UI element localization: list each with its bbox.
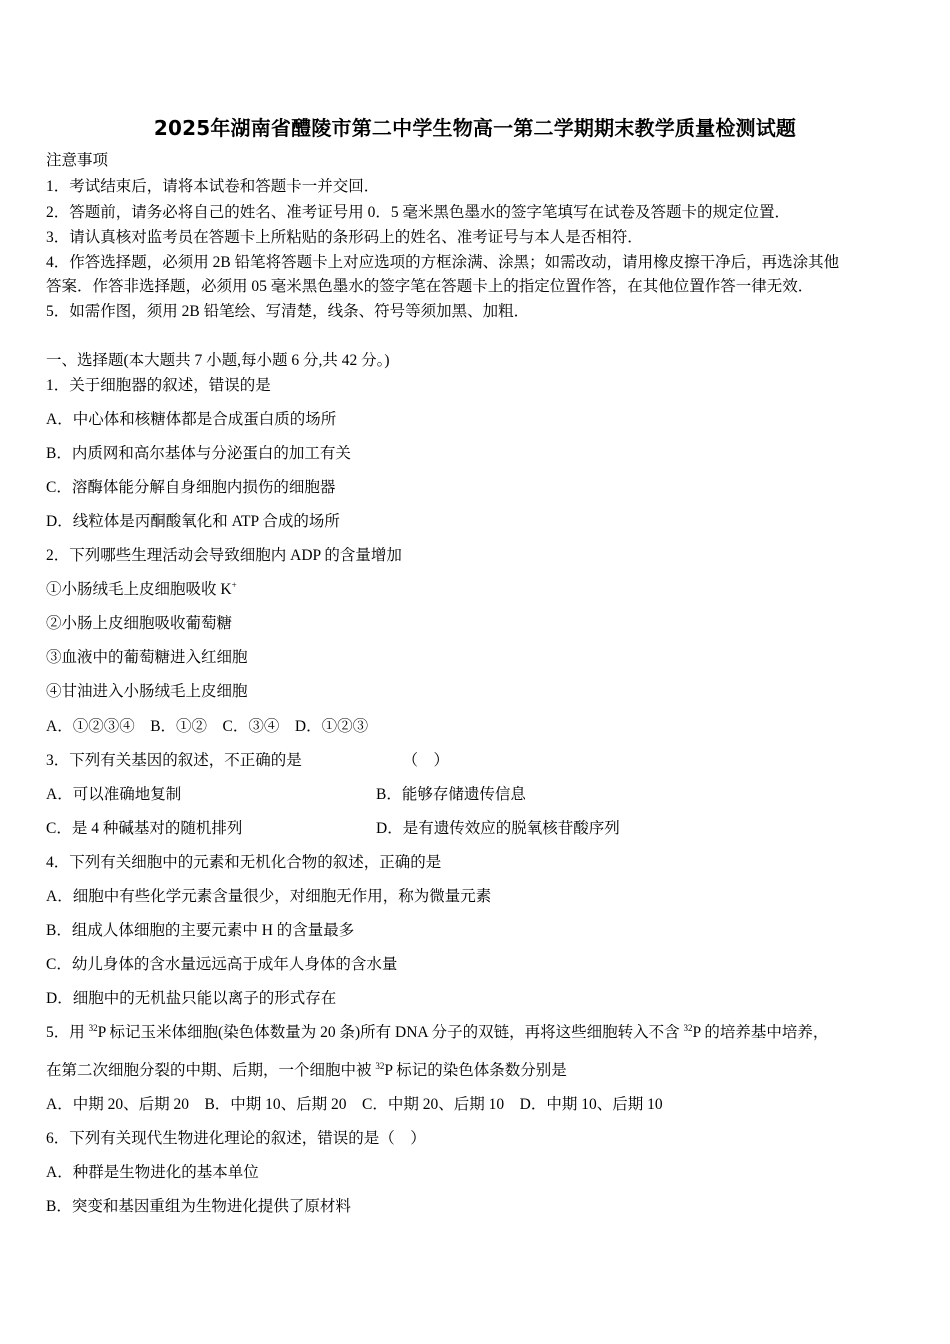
section-heading: 一、选择题(本大题共 7 小题,每小题 6 分,共 42 分。)	[46, 352, 390, 369]
question-4-option-b: B．组成人体细胞的主要元素中 H 的含量最多	[46, 922, 355, 939]
notice-item: 5．如需作图，须用 2B 铅笔绘、写清楚，线条、符号等须加黑、加粗．	[46, 303, 530, 320]
question-3-options-row-1	[46, 785, 906, 805]
question-1-option-c: C．溶酶体能分解自身细胞内损伤的细胞器	[46, 479, 336, 496]
question-1-option-d: D．线粒体是丙酮酸氧化和 ATP 合成的场所	[46, 513, 340, 530]
notice-item: 3．请认真核对监考员在答题卡上所粘贴的条形码上的姓名、准考证号与本人是否相符．	[46, 229, 643, 246]
question-2-stem: 2．下列哪些生理活动会导致细胞内 ADP 的含量增加	[46, 547, 402, 564]
question-1-option-a: A．中心体和核糖体都是合成蛋白质的场所	[46, 411, 337, 428]
question-3-option-d: D．是有遗传效应的脱氧核苷酸序列	[376, 820, 620, 837]
question-5-text: 在第二次细胞分裂的中期、后期，一个细胞中被	[46, 1062, 376, 1079]
question-2-item-3: ③血液中的葡萄糖进入红细胞	[46, 649, 248, 666]
question-2-options: A．①②③④ B．①② C．③④ D．①②③	[46, 718, 369, 735]
question-5-text: P 标记玉米体细胞(染色体数量为 20 条)所有 DNA 分子的双链，再将这些细胞转入不含	[97, 1024, 684, 1041]
notice-item: 答案．作答非选择题，必须用 05 毫米黑色墨水的签字笔在答题卡上的指定位置作答，在其他位置作答一律无效．	[46, 278, 814, 295]
question-3-stem: 3．下列有关基因的叙述，不正确的是 （ ）	[46, 752, 450, 769]
question-6-stem: 6．下列有关现代生物进化理论的叙述，错误的是（ ）	[46, 1130, 426, 1147]
question-6-option-b: B．突变和基因重组为生物进化提供了原材料	[46, 1198, 351, 1215]
question-4-option-c: C．幼儿身体的含水量远远高于成年人身体的含水量	[46, 956, 398, 973]
question-2-item-1-text: ①小肠绒毛上皮细胞吸收 K	[46, 581, 232, 598]
question-5-text: P 标记的染色体条数分别是	[384, 1062, 567, 1079]
notice-item: 4．作答选择题，必须用 2B 铅笔将答题卡上对应选项的方框涂满、涂黑；如需改动，请用橡皮擦干净后，再选涂其他	[46, 254, 840, 271]
question-1-stem: 1．关于细胞器的叙述，错误的是	[46, 377, 271, 394]
question-2-item-1	[46, 580, 237, 600]
question-3-option-a: A．可以准确地复制	[46, 786, 182, 803]
question-5-stem-line-1	[46, 1023, 828, 1043]
question-5-text: 5．用	[46, 1024, 89, 1041]
question-4-stem: 4．下列有关细胞中的元素和无机化合物的叙述，正确的是	[46, 854, 442, 871]
question-3-option-c: C．是 4 种碱基对的随机排列	[46, 820, 243, 837]
question-5-options: A．中期 20、后期 20 B．中期 10、后期 20 C．中期 20、后期 10 D．中期 10、后期 10	[46, 1096, 663, 1113]
isotope-mass-number: 32	[683, 1023, 693, 1033]
question-5-text: P 的培养基中培养，	[692, 1024, 829, 1041]
question-3-options-row-2	[46, 819, 906, 839]
notice-heading: 注意事项	[46, 152, 109, 169]
question-3-option-b: B．能够存储遗传信息	[376, 786, 526, 803]
isotope-mass-number: 32	[88, 1023, 98, 1033]
question-6-option-a: A．种群是生物进化的基本单位	[46, 1164, 259, 1181]
isotope-mass-number: 32	[375, 1061, 385, 1071]
question-1-option-b: B．内质网和高尔基体与分泌蛋白的加工有关	[46, 445, 351, 462]
notice-item: 2．答题前，请务必将自己的姓名、准考证号用 0．5 毫米黑色墨水的签字笔填写在试卷及答题卡的规定位置．	[46, 204, 791, 221]
question-2-item-2: ②小肠上皮细胞吸收葡萄糖	[46, 615, 233, 632]
page-title: 2025年湖南省醴陵市第二中学生物高一第二学期期末教学质量检测试题	[153, 116, 797, 140]
question-2-item-4: ④甘油进入小肠绒毛上皮细胞	[46, 683, 248, 700]
question-5-stem-line-2	[46, 1061, 567, 1081]
potassium-charge: +	[231, 580, 237, 590]
question-4-option-d: D．细胞中的无机盐只能以离子的形式存在	[46, 990, 337, 1007]
question-4-option-a: A．细胞中有些化学元素含量很少，对细胞无作用，称为微量元素	[46, 888, 492, 905]
notice-item: 1．考试结束后，请将本试卷和答题卡一并交回．	[46, 178, 380, 195]
